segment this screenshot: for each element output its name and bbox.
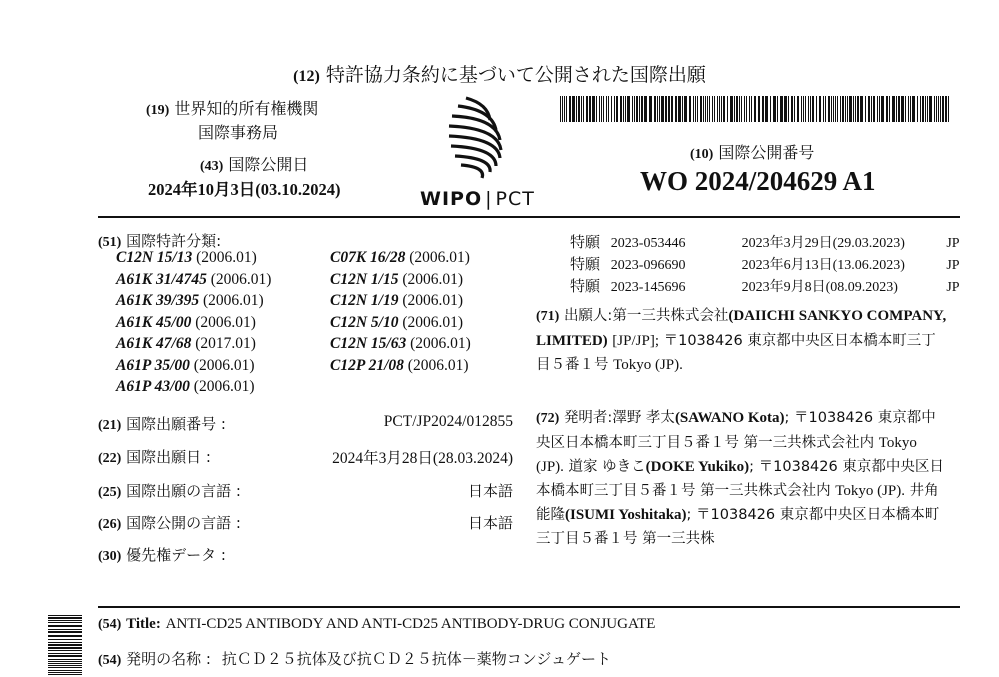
classification-entry [116, 314, 271, 336]
title-ja-label: 発明の名称 : [126, 650, 211, 668]
inventor-address: 〒1038426 東京都中央区日本橋本町三丁目５番１号 第一三共株 [536, 507, 940, 547]
classification-code: C12N 5/10 [330, 313, 399, 331]
inid-code: (26) [98, 517, 122, 532]
priority-number: 2023-096690 [610, 258, 686, 273]
classification-label: 国際特許分類: [126, 232, 222, 250]
inid-code: (43) [200, 159, 224, 174]
priority-row [570, 253, 960, 274]
classification-date: (2006.01) [402, 270, 464, 288]
priority-date: 2023年3月29日(29.03.2023) [741, 236, 905, 251]
classification-date: (2006.01) [193, 356, 255, 374]
inventor-address-en: Tokyo (JP). [536, 435, 917, 475]
document-title-text: 特許協力条約に基づいて公開された国際出願 [325, 64, 706, 86]
inventor-name-ja: 道家 ゆきこ [568, 459, 646, 475]
priority-kind: 特願 [570, 233, 601, 251]
classification-entry [330, 314, 471, 336]
field-app-number-value: PCT/JP2024/012855 [383, 413, 513, 430]
classification-left-col [116, 249, 271, 400]
inventors-label: 発明者: [563, 410, 613, 426]
priority-number: 2023-053446 [610, 236, 686, 251]
wipo-logo-icon [446, 94, 504, 186]
classification-code: A61K 45/00 [116, 313, 192, 331]
pct-text: PCT [495, 188, 535, 210]
classification-right-col [330, 249, 471, 378]
classification-date: (2006.01) [409, 249, 470, 266]
priority-row [570, 231, 960, 252]
classification-entry [116, 335, 271, 357]
inid-code: (30) [98, 549, 122, 564]
classification-code: A61P 43/00 [116, 378, 190, 395]
priority-kind: 特願 [570, 255, 601, 273]
field-app-date-value: 2024年3月28日(28.03.2024) [332, 450, 513, 467]
separator: ; [686, 507, 692, 523]
inid-code: (71) [536, 309, 560, 324]
applicant-name-en: (DAIICHI SANKYO COMPANY, LIMITED) [536, 308, 947, 349]
inventor-address: 〒1038426 東京都中央区日本橋本町三丁目５番１号 第一三共株式会社内 [536, 410, 936, 451]
classification-date: (2006.01) [195, 313, 256, 331]
classification-entry [116, 357, 271, 379]
title-ja-line [98, 648, 611, 669]
document-title [0, 60, 999, 87]
inid-code: (22) [98, 451, 122, 466]
classification-code: A61K 31/4745 [116, 270, 207, 288]
classification-date: (2006.01) [202, 292, 264, 309]
classification-code: A61P 35/00 [116, 356, 190, 374]
office-line1: 世界知的所有権機関 [174, 99, 319, 118]
classification-code: C07K 16/28 [330, 249, 406, 266]
classification-date: (2006.01) [196, 249, 257, 266]
pub-number-label [690, 140, 814, 163]
inventor-name-ja: 澤野 孝太 [612, 410, 675, 426]
inid-code: (21) [98, 418, 122, 433]
title-en-label: Title: [126, 616, 161, 632]
classification-date: (2006.01) [402, 292, 464, 309]
priority-country: JP [946, 280, 960, 295]
inventor-name-en: (SAWANO Kota) [674, 410, 785, 426]
inid-code: (72) [536, 411, 560, 426]
priority-country: JP [946, 258, 960, 273]
classification-code: A61K 39/395 [116, 292, 200, 309]
divider [98, 216, 960, 218]
applicant-label: 出願人: [563, 308, 613, 324]
classification-date: (2006.01) [410, 335, 471, 352]
classification-entry [116, 378, 271, 400]
classification-heading [98, 230, 221, 251]
field-app-number-label [98, 413, 226, 434]
priority-date: 2023年9月8日(08.09.2023) [741, 280, 898, 295]
priority-row [570, 275, 960, 296]
pub-date-label [200, 152, 308, 175]
field-pub-lang-label [98, 512, 241, 533]
classification-entry [330, 249, 471, 271]
priority-country: JP [946, 236, 960, 251]
classification-code: C12N 1/15 [330, 270, 399, 288]
field-label: 国際出願日 : [126, 448, 211, 466]
barcode-icon [48, 615, 82, 677]
field-label: 優先権データ : [126, 546, 226, 564]
pub-date-value: 2024年10月3日(03.10.2024) [148, 180, 341, 199]
inid-code: (54) [98, 617, 122, 632]
logo-separator: | [485, 188, 493, 210]
classification-date: (2006.01) [407, 356, 469, 374]
separator: ; [784, 410, 790, 426]
classification-date: (2006.01) [210, 270, 272, 288]
inid-code: (12) [293, 68, 320, 85]
office-line2: 国際事務局 [198, 123, 279, 142]
field-pub-lang-value: 日本語 [467, 514, 513, 532]
pub-number-label-text: 国際公開番号 [718, 143, 815, 162]
classification-code: C12N 15/13 [116, 249, 193, 266]
priority-date: 2023年6月13日(13.06.2023) [741, 258, 905, 273]
pub-number: WO 2024/204629 A1 [640, 166, 876, 196]
office-name [146, 96, 318, 119]
inid-code: (19) [146, 103, 170, 118]
inventor-name-en: (ISUMI Yoshitaka) [565, 507, 687, 523]
classification-entry [116, 271, 271, 293]
title-en-line [98, 614, 655, 633]
applicant-block [536, 304, 948, 377]
field-label: 国際公開の言語 : [126, 514, 241, 532]
wipo-logo-text [420, 188, 535, 210]
inid-code: (51) [98, 235, 122, 250]
priority-number: 2023-145696 [610, 280, 686, 295]
classification-entry [330, 357, 471, 379]
inid-code: (10) [690, 147, 714, 162]
applicant-address-en: Tokyo (JP). [613, 357, 683, 373]
title-en-value: ANTI-CD25 ANTIBODY AND ANTI-CD25 ANTIBODY-DRUG CONJUGATE [165, 616, 656, 632]
classification-code: C12N 15/63 [330, 335, 407, 352]
inventors-block [536, 406, 948, 551]
classification-entry [330, 292, 471, 314]
classification-entry [116, 292, 271, 314]
divider [98, 606, 960, 608]
field-app-date-label [98, 446, 211, 467]
applicant-name-ja: 第一三共株式会社 [612, 308, 729, 324]
inid-code: (25) [98, 485, 122, 500]
classification-date: (2017.01) [195, 335, 256, 352]
pub-date-label-text: 国際公開日 [228, 155, 309, 174]
field-label: 国際出願番号 : [126, 415, 226, 433]
applicant-address: 〒1038426 東京都中央区日本橋本町三丁目５番１号 [536, 333, 936, 373]
classification-code: C12N 1/19 [330, 292, 399, 309]
inventor-name-ja: 井角 能隆 [536, 483, 939, 523]
field-filing-lang-value: 日本語 [467, 482, 513, 500]
separator: ; [749, 459, 755, 475]
priority-kind: 特願 [570, 277, 601, 295]
classification-date: (2006.01) [193, 378, 255, 395]
title-ja-value: 抗ＣＤ２５抗体及び抗ＣＤ２５抗体－薬物コンジュゲート [221, 650, 612, 668]
field-priority-label [98, 544, 226, 565]
inventor-address-en: Tokyo (JP). [835, 483, 906, 499]
classification-code: C12P 21/08 [330, 356, 404, 374]
applicant-country: [JP/JP]; [612, 333, 659, 349]
barcode-icon [560, 96, 952, 122]
classification-entry [330, 335, 471, 357]
inventor-name-en: (DOKE Yukiko) [645, 459, 750, 475]
classification-date: (2006.01) [402, 313, 464, 331]
inventor-address: 〒1038426 東京都中央区日本橋本町三丁目５番１号 第一三共株式会社内 [536, 459, 944, 499]
classification-entry [116, 249, 271, 271]
inid-code: (54) [98, 653, 122, 668]
field-label: 国際出願の言語 : [126, 482, 241, 500]
classification-code: A61K 47/68 [116, 335, 192, 352]
field-filing-lang-label [98, 480, 241, 501]
wipo-text: WIPO [420, 188, 483, 210]
classification-entry [330, 271, 471, 293]
